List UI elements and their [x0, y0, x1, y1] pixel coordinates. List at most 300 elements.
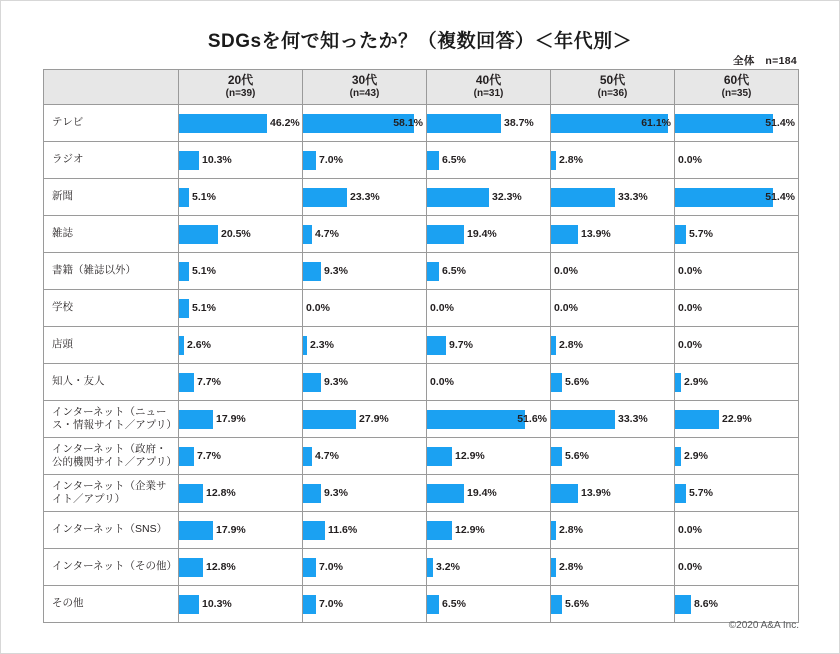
bar-value-label: 0.0%: [678, 302, 702, 314]
table-row: [44, 179, 799, 216]
bar-value-label: 13.9%: [581, 487, 611, 499]
bar-cell: [179, 290, 303, 327]
bar-value-label: 7.7%: [197, 450, 221, 462]
bar: [179, 188, 189, 207]
bar-holder: [303, 179, 426, 215]
bar-value-label: 7.0%: [319, 561, 343, 573]
bar-cell: [179, 549, 303, 586]
bar-holder: [303, 401, 426, 437]
header-n-4: (n=35): [721, 88, 752, 100]
bar: [303, 151, 316, 170]
bar-cell: [551, 216, 675, 253]
bar-holder: [427, 438, 550, 474]
bar-value-label: 51.4%: [765, 191, 795, 203]
bar-cell: [179, 216, 303, 253]
bar-value-label: 0.0%: [678, 154, 702, 166]
row-label: インターネット（政府・公的機関サイト／アプリ）: [44, 438, 179, 475]
bar-cell: [551, 253, 675, 290]
bar-holder: [179, 438, 302, 474]
bar-value-label: 0.0%: [678, 265, 702, 277]
bar-value-label: 27.9%: [359, 413, 389, 425]
bar-cell: [427, 364, 551, 401]
bar-holder: [303, 327, 426, 363]
bar-cell: [551, 549, 675, 586]
chart-table-wrapper: [43, 69, 799, 623]
header-age-1: 30代: [351, 73, 378, 88]
bar-holder: [303, 105, 426, 141]
bar-value-label: 5.6%: [565, 598, 589, 610]
bar-holder: [179, 105, 302, 141]
table-row: [44, 327, 799, 364]
bar-holder: [179, 253, 302, 289]
row-label: インターネット（企業サイト／アプリ）: [44, 475, 179, 512]
bar-holder: [427, 586, 550, 622]
bar-holder: [551, 290, 674, 326]
bar-cell: [179, 179, 303, 216]
bar-holder: [551, 401, 674, 437]
bar: [303, 484, 321, 503]
bar-value-label: 0.0%: [430, 376, 454, 388]
bar-holder: [675, 438, 798, 474]
bar: [675, 410, 719, 429]
bar-cell: [179, 586, 303, 623]
bar-holder: [427, 253, 550, 289]
bar-value-label: 58.1%: [393, 117, 423, 129]
table-row: [44, 253, 799, 290]
bar: [551, 447, 562, 466]
row-label: インターネット（ニュース・情報サイト／アプリ）: [44, 401, 179, 438]
bar-holder: [675, 512, 798, 548]
bar-holder: [179, 142, 302, 178]
bar-value-label: 0.0%: [306, 302, 330, 314]
bar-value-label: 2.8%: [559, 561, 583, 573]
bar-holder: [179, 549, 302, 585]
bar-cell: [427, 586, 551, 623]
row-label: インターネット（その他）: [44, 549, 179, 586]
bar-holder: [675, 105, 798, 141]
row-label: 学校: [44, 290, 179, 327]
bar: [303, 521, 325, 540]
bar: [179, 373, 194, 392]
bar-cell: [427, 179, 551, 216]
bar-value-label: 2.8%: [559, 524, 583, 536]
table-row: [44, 105, 799, 142]
bar-cell: [179, 512, 303, 549]
header-n-0: (n=39): [225, 88, 256, 100]
bar-cell: [303, 475, 427, 512]
bar-holder: [427, 512, 550, 548]
bar-cell: [179, 401, 303, 438]
bar-holder: [303, 253, 426, 289]
bar-value-label: 2.3%: [310, 339, 334, 351]
bar-value-label: 5.6%: [565, 450, 589, 462]
bar-cell: [675, 327, 799, 364]
header-age-4: 60代: [723, 73, 750, 88]
bar-holder: [427, 401, 550, 437]
bar-holder: [303, 475, 426, 511]
bar-value-label: 10.3%: [202, 598, 232, 610]
bar-value-label: 9.3%: [324, 265, 348, 277]
bar-cell: [675, 179, 799, 216]
bar-cell: [303, 105, 427, 142]
bar-cell: [179, 327, 303, 364]
row-label: 書籍（雑誌以外）: [44, 253, 179, 290]
bar: [551, 225, 578, 244]
bar-holder: [179, 290, 302, 326]
bar-cell: [179, 105, 303, 142]
bar-cell: [427, 438, 551, 475]
bar-holder: [303, 216, 426, 252]
bar: [179, 447, 194, 466]
bar-value-label: 0.0%: [678, 339, 702, 351]
bar-cell: [427, 216, 551, 253]
bar-holder: [551, 364, 674, 400]
bar-value-label: 2.9%: [684, 376, 708, 388]
bar-holder: [675, 475, 798, 511]
bar-value-label: 3.2%: [436, 561, 460, 573]
bar-holder: [675, 586, 798, 622]
bar: [179, 151, 199, 170]
bar-value-label: 12.8%: [206, 561, 236, 573]
bar-cell: [179, 364, 303, 401]
bar-value-label: 13.9%: [581, 228, 611, 240]
bar: [179, 299, 189, 318]
bar-value-label: 9.3%: [324, 376, 348, 388]
header-col-0: [179, 70, 303, 105]
bar: [303, 447, 312, 466]
bar: [303, 225, 312, 244]
bar-holder: [427, 179, 550, 215]
bar-value-label: 6.5%: [442, 598, 466, 610]
bar-cell: [427, 290, 551, 327]
bar-value-label: 5.1%: [192, 265, 216, 277]
bar-cell: [303, 290, 427, 327]
table-row: [44, 401, 799, 438]
bar-value-label: 7.0%: [319, 154, 343, 166]
table-body: [44, 105, 799, 623]
bar-cell: [427, 253, 551, 290]
bar-holder: [303, 364, 426, 400]
bar-cell: [675, 549, 799, 586]
bar-cell: [675, 142, 799, 179]
table-row: [44, 290, 799, 327]
bar-cell: [675, 512, 799, 549]
bar-value-label: 0.0%: [554, 302, 578, 314]
bar-cell: [427, 401, 551, 438]
table-row: [44, 216, 799, 253]
bar-holder: [675, 216, 798, 252]
header-col-3: [551, 70, 675, 105]
bar-holder: [675, 327, 798, 363]
table-row: [44, 364, 799, 401]
bar-holder: [303, 142, 426, 178]
bar: [675, 225, 686, 244]
bar-holder: [551, 475, 674, 511]
bar: [675, 595, 691, 614]
bar: [427, 447, 452, 466]
bar-holder: [675, 179, 798, 215]
bar-holder: [551, 216, 674, 252]
bar-holder: [179, 475, 302, 511]
bar-value-label: 5.1%: [192, 191, 216, 203]
bar-holder: [551, 179, 674, 215]
bar-cell: [551, 290, 675, 327]
bar-cell: [551, 586, 675, 623]
bar-holder: [675, 290, 798, 326]
bar-value-label: 12.9%: [455, 450, 485, 462]
bar: [675, 114, 773, 133]
bar-holder: [179, 179, 302, 215]
bar-cell: [427, 549, 551, 586]
total-sample-label: 全体 n=184: [733, 55, 797, 67]
bar-value-label: 33.3%: [618, 191, 648, 203]
table-row: [44, 586, 799, 623]
bar-holder: [551, 105, 674, 141]
bar-cell: [551, 179, 675, 216]
bar-value-label: 51.4%: [765, 117, 795, 129]
bar: [427, 262, 439, 281]
bar-cell: [179, 438, 303, 475]
bar-value-label: 12.8%: [206, 487, 236, 499]
bar: [179, 225, 218, 244]
bar-value-label: 5.7%: [689, 487, 713, 499]
bar-value-label: 38.7%: [504, 117, 534, 129]
bar-value-label: 7.0%: [319, 598, 343, 610]
bar-cell: [303, 364, 427, 401]
bar-cell: [551, 364, 675, 401]
bar-value-label: 0.0%: [678, 561, 702, 573]
bar-cell: [551, 327, 675, 364]
bar-cell: [303, 253, 427, 290]
bar: [179, 114, 267, 133]
bar-holder: [551, 142, 674, 178]
row-label: テレビ: [44, 105, 179, 142]
bar-holder: [427, 216, 550, 252]
bar-holder: [179, 586, 302, 622]
bar-cell: [179, 142, 303, 179]
bar: [551, 595, 562, 614]
header-corner: [44, 70, 179, 105]
bar-value-label: 33.3%: [618, 413, 648, 425]
bar-cell: [427, 327, 551, 364]
bar-cell: [427, 475, 551, 512]
page-title: SDGsを何で知ったか？（複数回答）＜年代別＞: [207, 31, 633, 52]
bar-value-label: 8.6%: [694, 598, 718, 610]
bar-value-label: 17.9%: [216, 413, 246, 425]
header-age-3: 50代: [599, 73, 626, 88]
header-n-3: (n=36): [597, 88, 628, 100]
bar: [303, 188, 347, 207]
bar-value-label: 5.1%: [192, 302, 216, 314]
bar-cell: [427, 105, 551, 142]
table-row: [44, 438, 799, 475]
bar-value-label: 46.2%: [270, 117, 300, 129]
bar: [303, 262, 321, 281]
bar-value-label: 0.0%: [430, 302, 454, 314]
bar-cell: [303, 142, 427, 179]
bar-cell: [675, 290, 799, 327]
table-row: [44, 512, 799, 549]
row-label: 知人・友人: [44, 364, 179, 401]
bar-holder: [675, 253, 798, 289]
bar: [551, 484, 578, 503]
bar-value-label: 2.8%: [559, 339, 583, 351]
bar: [675, 484, 686, 503]
header-age-2: 40代: [475, 73, 502, 88]
bar-cell: [675, 253, 799, 290]
bar-holder: [675, 549, 798, 585]
bar-holder: [179, 216, 302, 252]
table-row: [44, 142, 799, 179]
bar-cell: [551, 142, 675, 179]
bar-holder: [551, 512, 674, 548]
bar: [303, 558, 316, 577]
bar-value-label: 9.7%: [449, 339, 473, 351]
bar-value-label: 6.5%: [442, 265, 466, 277]
header-col-4: [675, 70, 799, 105]
bar-value-label: 0.0%: [678, 524, 702, 536]
bar-holder: [675, 401, 798, 437]
bar-value-label: 2.6%: [187, 339, 211, 351]
bar-value-label: 61.1%: [641, 117, 671, 129]
bar-value-label: 12.9%: [455, 524, 485, 536]
table-row: [44, 475, 799, 512]
bar-cell: [551, 105, 675, 142]
bar-value-label: 2.8%: [559, 154, 583, 166]
bar-cell: [675, 475, 799, 512]
bar-value-label: 0.0%: [554, 265, 578, 277]
bar-holder: [427, 105, 550, 141]
bar-value-label: 4.7%: [315, 450, 339, 462]
data-table: [43, 69, 799, 623]
bar-holder: [427, 549, 550, 585]
header-n-2: (n=31): [473, 88, 504, 100]
header-col-1: [303, 70, 427, 105]
bar: [427, 410, 525, 429]
bar: [551, 410, 615, 429]
row-label: 雑誌: [44, 216, 179, 253]
bar-cell: [427, 512, 551, 549]
bar-holder: [551, 438, 674, 474]
bar-cell: [179, 253, 303, 290]
bar-holder: [551, 327, 674, 363]
header-row: [44, 70, 799, 105]
bar-value-label: 5.7%: [689, 228, 713, 240]
bar: [427, 521, 452, 540]
row-label: その他: [44, 586, 179, 623]
bar-holder: [551, 586, 674, 622]
bar-holder: [303, 586, 426, 622]
bar: [179, 410, 213, 429]
bar-holder: [675, 364, 798, 400]
header-age-0: 20代: [227, 73, 254, 88]
bar-value-label: 11.6%: [328, 524, 358, 536]
bar-cell: [551, 438, 675, 475]
bar: [427, 151, 439, 170]
bar: [551, 188, 615, 207]
bar-value-label: 4.7%: [315, 228, 339, 240]
bar-cell: [427, 142, 551, 179]
bar-holder: [551, 253, 674, 289]
bar: [179, 521, 213, 540]
bar-cell: [303, 401, 427, 438]
bar-cell: [551, 401, 675, 438]
bar-value-label: 51.6%: [517, 413, 547, 425]
bar: [427, 114, 501, 133]
bar: [427, 484, 464, 503]
bar-cell: [675, 105, 799, 142]
bar-holder: [427, 364, 550, 400]
bar-value-label: 19.4%: [467, 228, 497, 240]
bar-cell: [675, 216, 799, 253]
bar-value-label: 32.3%: [492, 191, 522, 203]
bar-value-label: 7.7%: [197, 376, 221, 388]
bar-holder: [303, 438, 426, 474]
row-label: ラジオ: [44, 142, 179, 179]
bar-cell: [303, 512, 427, 549]
bar-holder: [179, 512, 302, 548]
bar-holder: [303, 290, 426, 326]
bar-value-label: 5.6%: [565, 376, 589, 388]
bar: [179, 484, 203, 503]
bar-cell: [303, 438, 427, 475]
copyright-footer: ©2020 A&A Inc.: [728, 620, 799, 631]
bar-value-label: 19.4%: [467, 487, 497, 499]
bar-holder: [427, 475, 550, 511]
bar-cell: [675, 364, 799, 401]
bar: [427, 225, 464, 244]
row-label: インターネット（SNS）: [44, 512, 179, 549]
bar-cell: [551, 512, 675, 549]
bar-value-label: 17.9%: [216, 524, 246, 536]
bar: [551, 373, 562, 392]
bar-value-label: 22.9%: [722, 413, 752, 425]
header-col-2: [427, 70, 551, 105]
bar-holder: [427, 142, 550, 178]
bar-cell: [675, 401, 799, 438]
bar-cell: [675, 438, 799, 475]
bar-holder: [675, 142, 798, 178]
bar-cell: [303, 586, 427, 623]
bar: [179, 558, 203, 577]
row-label: 店頭: [44, 327, 179, 364]
bar: [303, 373, 321, 392]
row-label: 新聞: [44, 179, 179, 216]
bar-holder: [427, 327, 550, 363]
bar-cell: [303, 179, 427, 216]
bar: [179, 595, 199, 614]
bar-value-label: 20.5%: [221, 228, 251, 240]
bar-value-label: 2.9%: [684, 450, 708, 462]
bar: [427, 595, 439, 614]
bar: [427, 336, 446, 355]
bar: [427, 188, 489, 207]
bar-holder: [551, 549, 674, 585]
bar: [303, 595, 316, 614]
bar-value-label: 23.3%: [350, 191, 380, 203]
bar-holder: [179, 401, 302, 437]
table-header: [44, 70, 799, 105]
bar: [179, 262, 189, 281]
bar-holder: [179, 364, 302, 400]
bar: [675, 188, 773, 207]
bar-holder: [427, 290, 550, 326]
bar-cell: [303, 327, 427, 364]
bar-value-label: 9.3%: [324, 487, 348, 499]
bar-cell: [551, 475, 675, 512]
header-n-1: (n=43): [349, 88, 380, 100]
bar-holder: [303, 512, 426, 548]
